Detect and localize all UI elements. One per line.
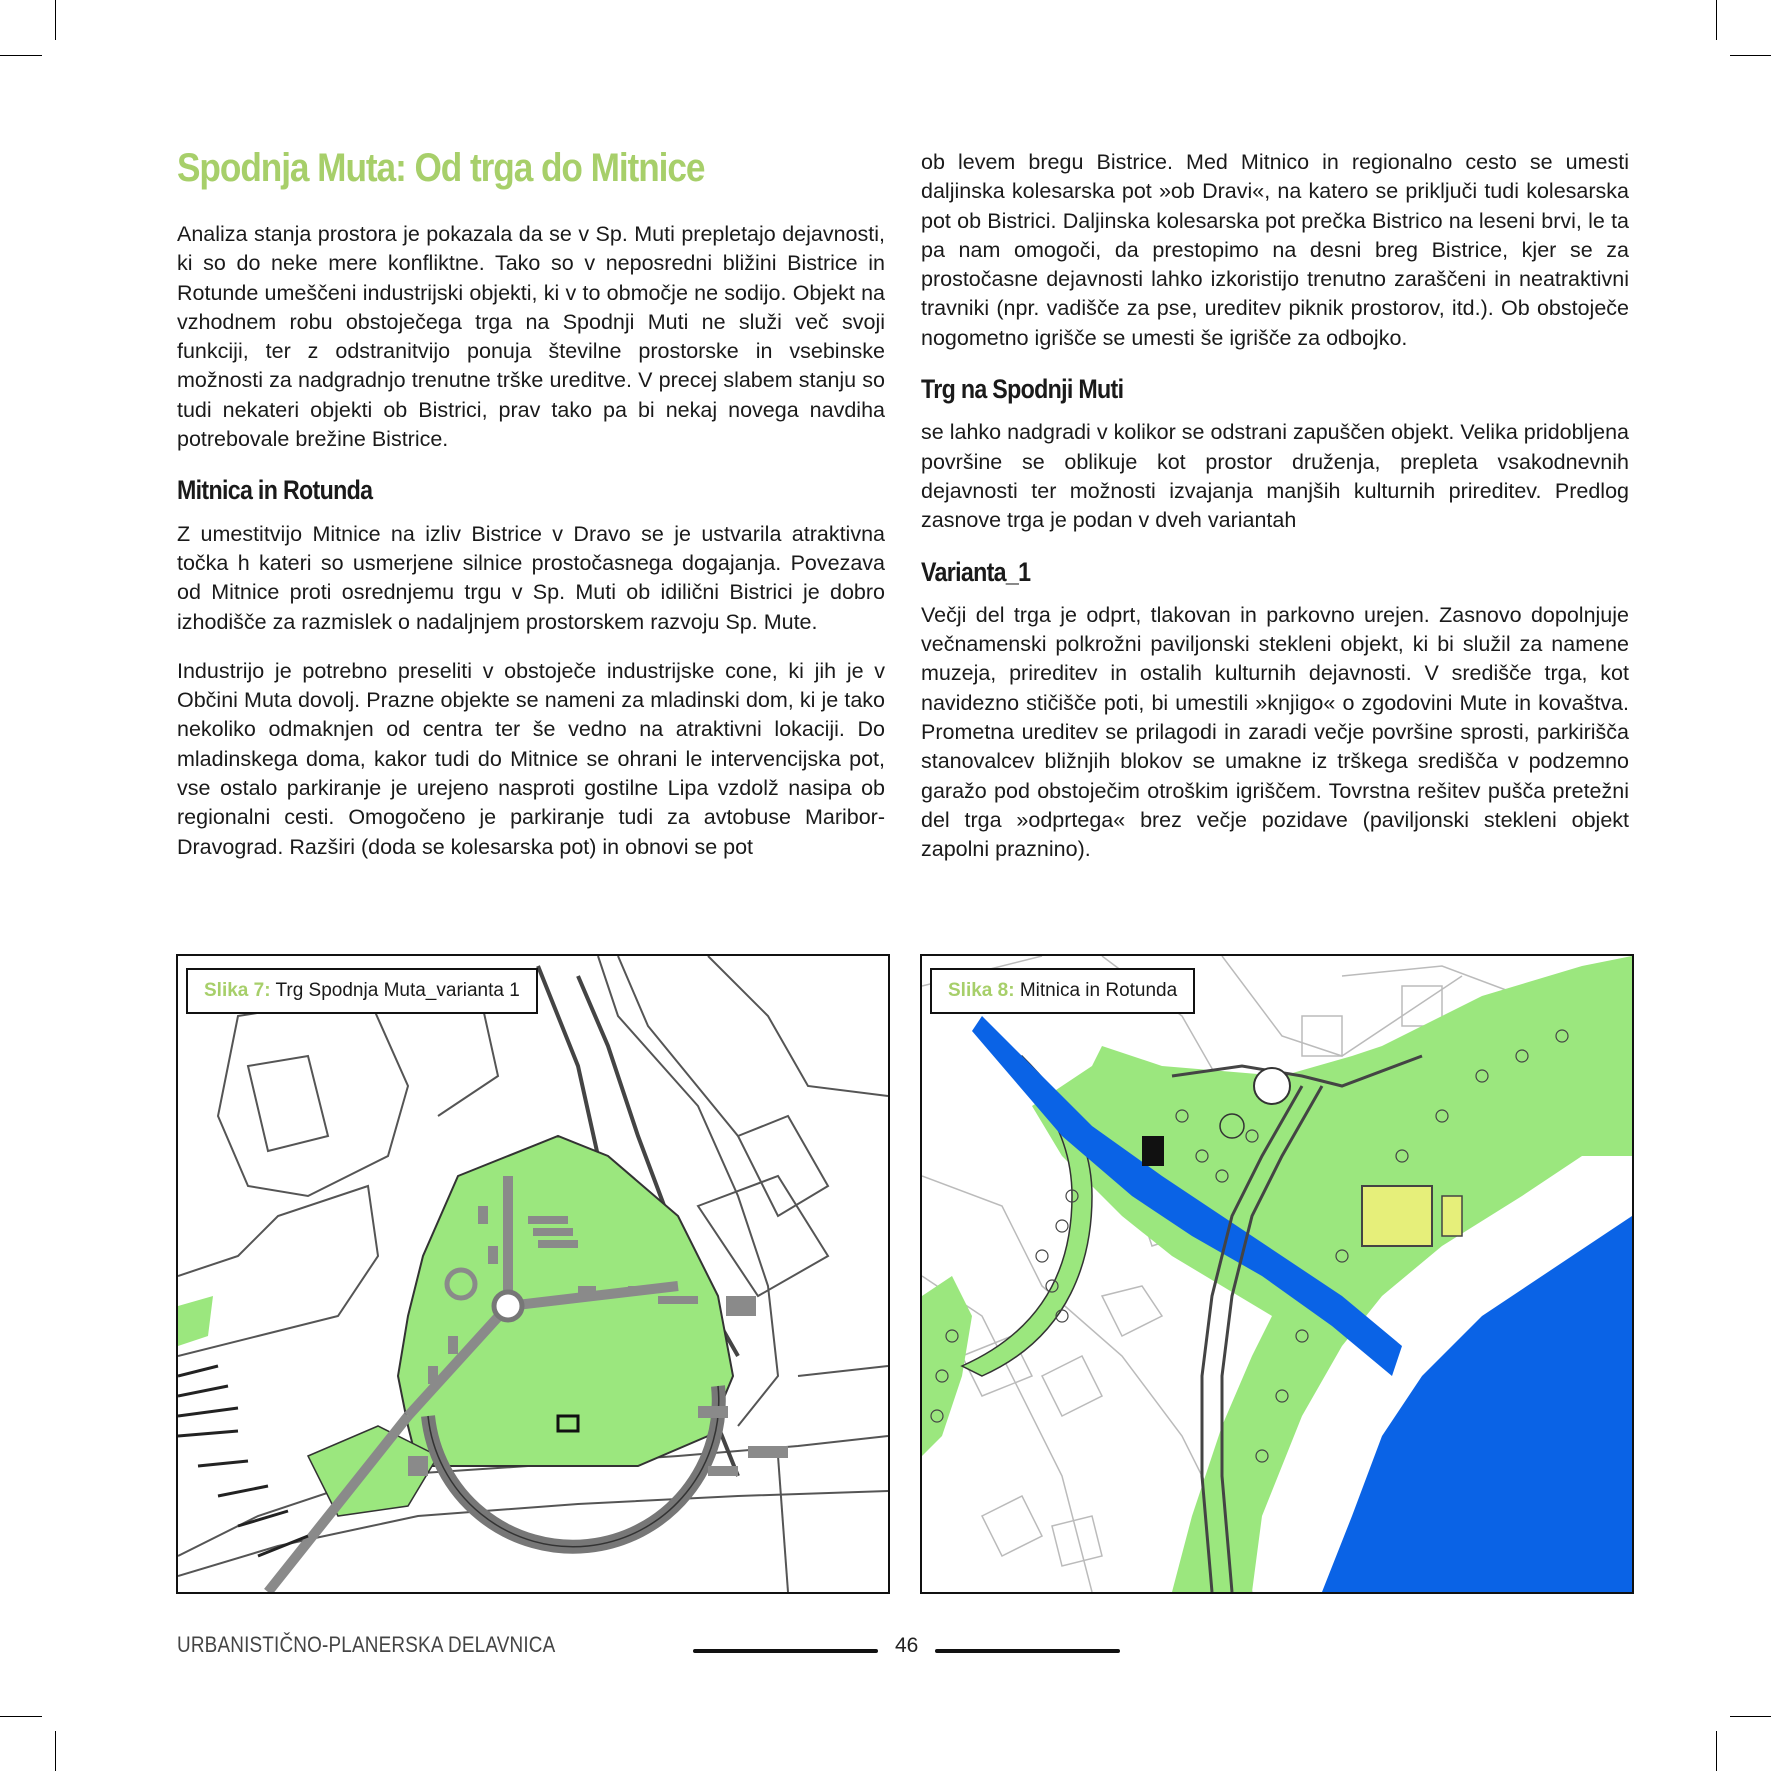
footer-swash-left: [693, 1649, 878, 1653]
crop-mark: [55, 1731, 56, 1771]
section-heading: Trg na Spodnji Muti: [921, 374, 1124, 405]
figure-caption-text: Trg Spodnja Muta_varianta 1: [275, 980, 520, 1001]
figure-mitnica-map: [920, 954, 1634, 1594]
crop-mark: [1730, 55, 1771, 56]
paragraph: Večji del trga je odprt, tlakovan in parkovno urejen. Zasnovo dopolnjuje večnamenski polkrožni paviljonski stekleni objekt, ki bi služil za namene muzeja, prireditev in ostalih kulturnih dejavnosti. V središče trga, kot navidezno stičišče poti, bi umestili »knjigo« o zgodovini Mute in kovaštva. Prometna ureditev se prilagodi in zaradi večje površine sprosti, parkirišča stanovalcev bližnjih blokov se umakne iz trškega središča v podzemno garažo pod obstoječim otroškim igriščem. Tovrstna rešitev pušča pretežni del trga »odprtega« brez večje pozidave (paviljonski stekleni objekt zapolni praznino).: [921, 602, 1629, 862]
crop-mark: [1716, 1731, 1717, 1771]
figure-label: Slika 7:: [204, 980, 271, 1001]
paragraph: Z umestitvijo Mitnice na izliv Bistrice v Dravo se je ustvarila atraktivna točka h kateri so usmerjene silnice prostočasnega dogajanja. Povezava od Mitnice proti osrednjemu trgu v Sp. Muti ob idilični Bistrici je dobro izhodišče za razmislek o nadaljnjem prostorskem razvoju Sp. Mute.: [177, 521, 885, 634]
right-column: [921, 148, 1629, 885]
plan-map: [178, 956, 888, 1592]
crop-mark: [1730, 1716, 1771, 1717]
paragraph: ob levem bregu Bistrice. Med Mitnico in regionalno cesto se umesti daljinska kolesarska pot »ob Dravi«, na katero se priključi tudi kolesarska pot ob Bistrici. Daljinska kolesarska pot prečka Bistrico na leseni brvi, le ta pa nam omogoči, da prestopimo na desni breg Bistrice, kjer se za prostočasne dejavnosti lahko izkoristijo trenutno zaraščeni in neatraktivni travniki (npr. vadišče za pse, ureditev piknik prostorov, itd.). Ob obstoječe nogometno igrišče se umesti še igrišče za odbojko.: [921, 150, 1629, 350]
footer-swash-right: [935, 1649, 1120, 1653]
crop-mark: [0, 1716, 42, 1717]
crop-mark: [1716, 0, 1717, 40]
figure-trg-plan: [176, 954, 890, 1594]
paragraph: se lahko nadgradi v kolikor se odstrani zapuščen objekt. Velika pridobljena površine se oblikuje kot prostor druženja, prepleta vsakodnevnih dejavnosti ter možnosti izvajanja manjših kulturnih prireditev. Predlog zasnove trga je podan v dveh variantah: [921, 420, 1629, 533]
crop-mark: [0, 55, 42, 56]
figure-caption: [930, 968, 1195, 1014]
section-heading: Mitnica in Rotunda: [177, 475, 373, 506]
footer-title: URBANISTIČNO-PLANERSKA DELAVNICA: [177, 1632, 556, 1657]
paragraph: Analiza stanja prostora je pokazala da se v Sp. Muti prepletajo dejavnosti, ki so do neke mere konfliktne. Tako so v neposredni bližini Bistrice in Rotunde umeščeni industrijski objekti, ki v to območje ne sodijo. Objekt na vzhodnem robu obstoječega trga na Spodnji Muti ne služi več svoji funkciji, ter z odstranitvijo ponuja številne prostorske in vsebinske možnosti za nadgradnjo trenutne trške ureditve. V precej slabem stanju so tudi nekateri objekti ob Bistrici, prav tako pa bi nekaj novega navdiha potrebovale brežine Bistrice.: [177, 222, 885, 452]
crop-mark: [55, 0, 56, 40]
section-heading: Varianta_1: [921, 556, 1031, 587]
figure-caption: [186, 968, 538, 1014]
page-number: 46: [895, 1634, 919, 1657]
left-column: [177, 220, 885, 882]
figure-label: Slika 8:: [948, 980, 1015, 1001]
river-map: [922, 956, 1632, 1592]
page-title: Spodnja Muta: Od trga do Mitnice: [177, 146, 705, 190]
paragraph: Industrijo je potrebno preseliti v obstoječe industrijske cone, ki jih je v Občini Muta dovolj. Prazne objekte se nameni za mladinski dom, ki je tako nekoliko odmaknjen od centra ter še vedno na atraktivni lokaciji. Do mladinskega doma, kakor tudi do Mitnice se ohrani le intervencijska pot, vse ostalo parkiranje je urejeno nasproti gostilne Lipa vzdolž nasipa ob regionalni cesti. Omogočeno je parkiranje tudi za avtobuse Maribor-Dravograd. Razširi (doda se kolesarska pot) in obnovi se pot: [177, 658, 885, 859]
figure-caption-text: Mitnica in Rotunda: [1019, 980, 1178, 1001]
